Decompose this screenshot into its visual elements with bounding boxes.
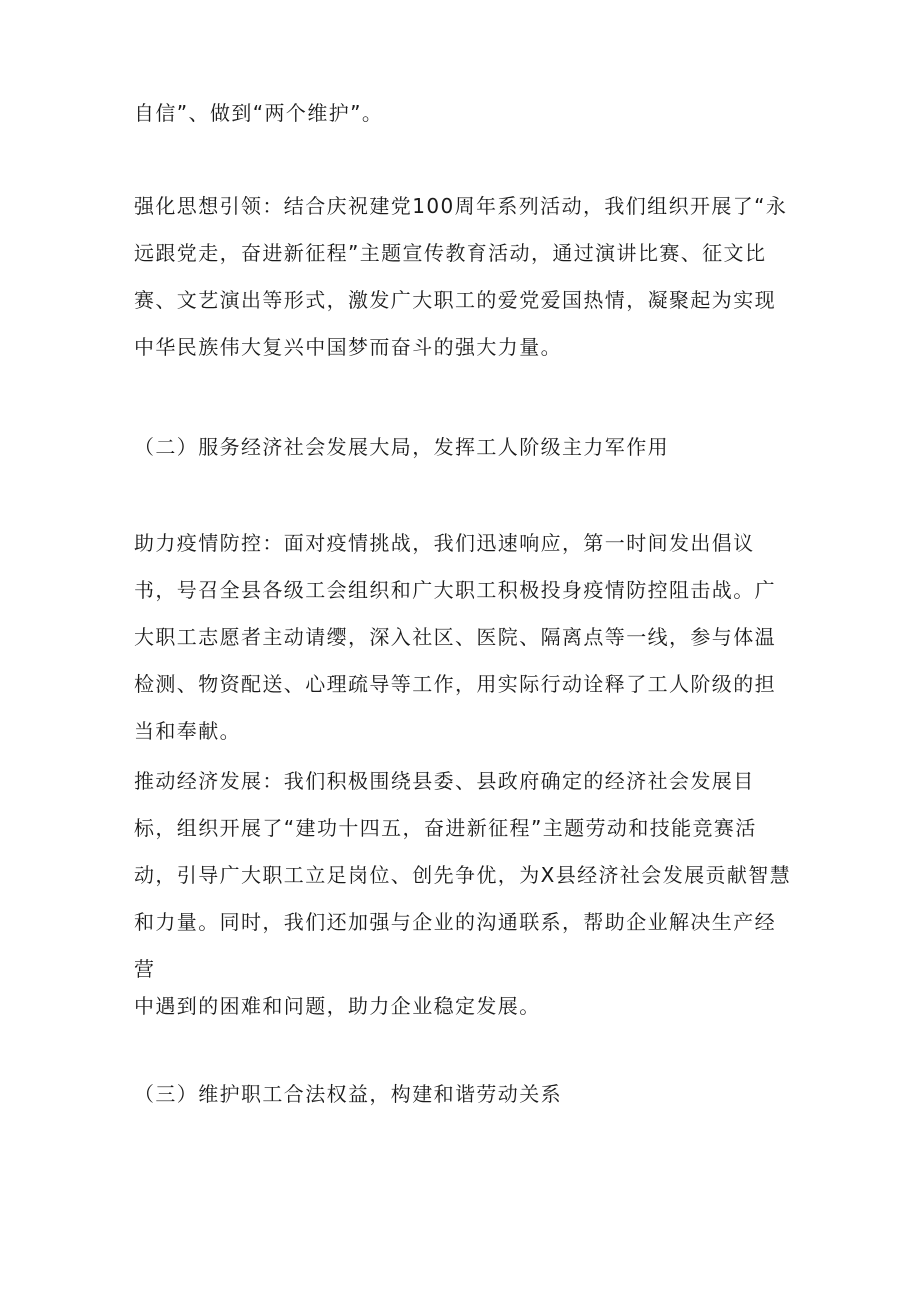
section-heading-3: （三）维护职工合法权益，构建和谐劳动关系 [134, 1082, 562, 1106]
paragraph-continuation: 自信”、做到“两个维护”。 [134, 101, 384, 125]
paragraph-continuation-2: 中遇到的困难和问题，助力企业稳定发展。 [134, 994, 541, 1018]
paragraph-ideological-guidance: 强化思想引领：结合庆祝建党100周年系列活动，我们组织开展了“永远跟党走，奋进新征程”主题宣传教育活动，通过演讲比赛、征文比赛、文艺演出等形式，激发广大职工的爱党爱国热情，凝聚起为实现中华民族伟大复兴中国梦而奋斗的强大力量。 [134, 194, 788, 359]
section-heading-2: （二）服务经济社会发展大局，发挥工人阶级主力军作用 [134, 435, 669, 459]
paragraph-epidemic-control: 助力疫情防控：面对疫情挑战，我们迅速响应，第一时间发出倡议书，号召全县各级工会组织和广大职工积极投身疫情防控阻击战。广大职工志愿者主动请缨，深入社区、医院、隔离点等一线，参与体温检测、物资配送、心理疏导等工作，用实际行动诠释了工人阶级的担当和奉献。 [134, 531, 776, 743]
paragraph-economic-development: 推动经济发展：我们积极围绕县委、县政府确定的经济社会发展目标，组织开展了“建功十四五，奋进新征程”主题劳动和技能竞赛活动，引导广大职工立足岗位、创先争优，为X县经济社会发展贡献智慧和力量。同时，我们还加强与企业的沟通联系，帮助企业解决生产经营 [134, 769, 792, 981]
